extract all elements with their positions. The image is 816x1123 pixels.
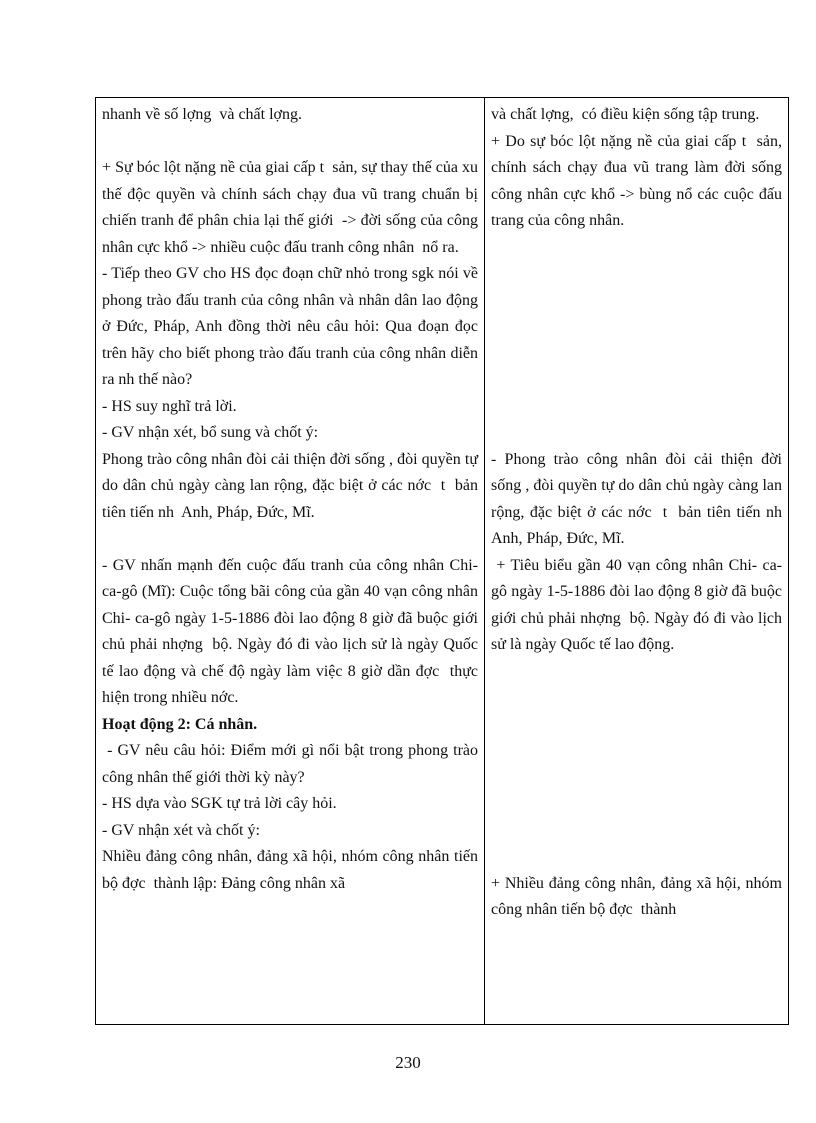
paragraph: - GV nhận xét, bổ sung và chốt ý: xyxy=(102,424,319,441)
blank-line xyxy=(102,526,478,553)
activity-heading: Hoạt động 2: Cá nhân. xyxy=(102,715,258,733)
paragraph: Nhiều đảng công nhân, đảng xã hội, nhóm công nhân tiến bộ đợc thành lập: Đảng công nhân xã xyxy=(102,848,482,892)
paragraph: - GV nêu câu hỏi: Điểm mới gì nổi bật trong phong trào công nhân thế giới thời kỳ này? xyxy=(102,742,483,786)
paragraph: - Phong trào công nhân đòi cải thiện đời sống , đòi quyền tự do dân chủ ngày càng lan rộng, đặc biệt ở các nớc t bản tiên tiến nh Anh, Pháp, Đức, Mĩ. xyxy=(491,450,790,547)
lesson-table xyxy=(95,97,789,1025)
paragraph: - HS dựa vào SGK tự trả lời cây hỏi. xyxy=(102,795,337,812)
paragraph: + Tiêu biểu gần 40 vạn công nhân Chi- ca-gô ngày 1-5-1886 đòi lao động 8 giờ đã buộc giới chủ phải nhợng bộ. Ngày đó đi vào lịch sử là ngày Quốc tế lao động. xyxy=(491,556,786,653)
paragraph: - Tiếp theo GV cho HS đọc đoạn chữ nhỏ trong sgk nói về phong trào đấu tranh của công nhân và nhân dân lao động ở Đức, Pháp, Anh đồng thời nêu câu hỏi: Qua đoạn đọc trên hãy cho biết phong trào đấu tranh của công nhân diễn ra nh thế nào? xyxy=(102,265,482,388)
paragraph: và chất lợng, có điều kiện sống tập trung. xyxy=(491,106,760,123)
blank-line xyxy=(102,129,478,156)
paragraph: + Do sự bóc lột nặng nề của giai cấp t sản, chính sách chạy đua vũ trang làm đời sống công nhân cực khổ -> bùng nổ các cuộc đấu trang của công nhân. xyxy=(491,132,786,229)
table-row xyxy=(96,98,789,1025)
paragraph: - GV nhận xét và chốt ý: xyxy=(102,821,260,839)
paragraph: + Nhiều đảng công nhân, đảng xã hội, nhóm công nhân tiến bộ đợc thành xyxy=(491,874,786,918)
paragraph: - HS suy nghĩ trả lời. xyxy=(102,397,237,415)
page-number: 230 xyxy=(395,1053,421,1072)
blank-space xyxy=(491,235,782,447)
paragraph: + Sự bóc lột nặng nề của giai cấp t sản, sự thay thế của xu thế độc quyền và chính sách chạy đua vũ trang chuẩn bị chiến tranh để phân chia lại thế giới -> đời sống của công nhân cực khổ -> nhiều cuộc đấu tranh công nhân nổ ra. xyxy=(102,159,482,256)
paragraph: Phong trào công nhân đòi cải thiện đời sống , đòi quyền tự do dân chủ ngày càng lan rộng, đặc biệt ở các nớc t bản tiên tiến nh Anh, Pháp, Đức, Mĩ. xyxy=(102,450,482,521)
knowledge-column xyxy=(485,98,789,1025)
paragraph: nhanh về số lợng và chất lợng. xyxy=(102,106,302,123)
teacher-activity-column xyxy=(96,98,485,1025)
blank-space xyxy=(491,659,782,871)
paragraph: - GV nhấn mạnh đến cuộc đấu tranh của công nhân Chi-ca-gô (Mĩ): Cuộc tổng bãi công của gần 40 vạn công nhân Chi- ca-gô ngày 1-5-1886 đòi lao động 8 giờ đã buộc giới chủ phải nhợng bộ. Ngày đó đi vào lịch sử là ngày Quốc tế lao động và chế độ ngày làm việc 8 giờ dần đợc thực hiện trong nhiều nớc. xyxy=(102,556,482,706)
